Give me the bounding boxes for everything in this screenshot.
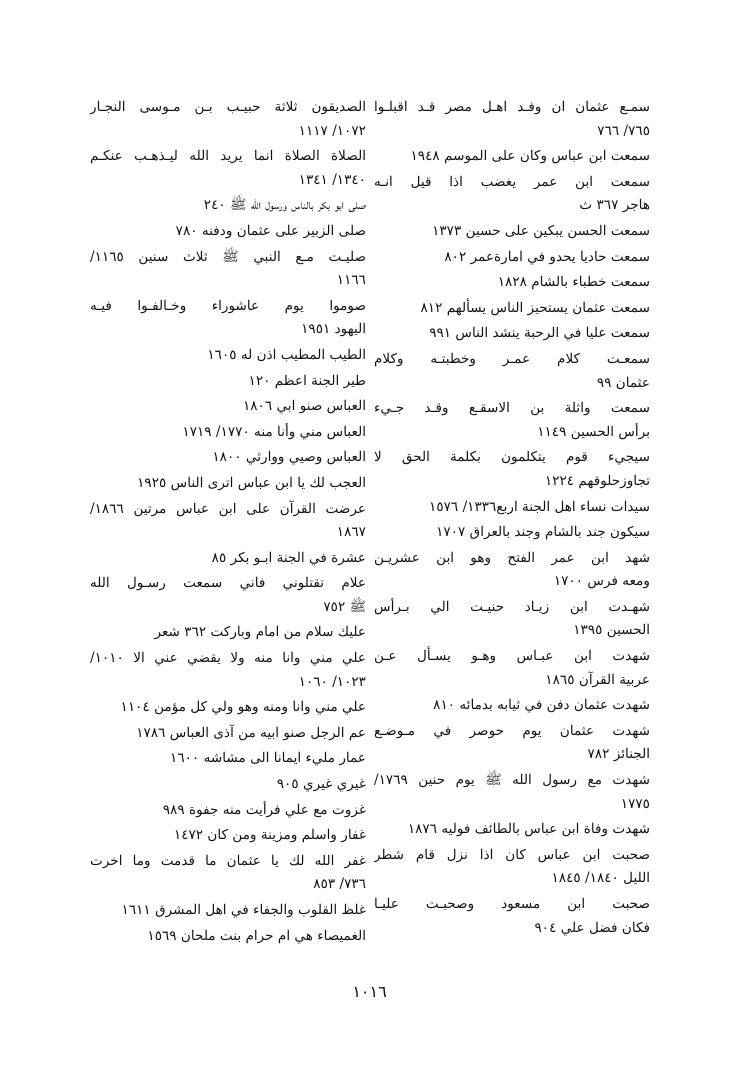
entry-line: شهدت وفاة ابن عباس بالطائف فوليه ١٨٧٦: [407, 821, 650, 838]
entry-line: غيري غيري ٩٠٥: [276, 776, 366, 793]
index-entry: [90, 925, 366, 949]
entry-line: غزوت مع علي فرأيت منه جفوة ٩٨٩: [162, 801, 366, 818]
entry-line: الحسين ١٣٩٥: [573, 622, 650, 639]
index-entry: [90, 747, 366, 771]
entry-line: الليل ١٨٤٠/ ١٨٤٥: [551, 870, 650, 887]
entry-line: سمـع عثمان ان وفـد اهـل مصر قـد اقبلـوا: [374, 99, 650, 115]
entry-line: العباس مني وأنا منه ١٧٧٠/ ١٧١٩: [182, 423, 366, 440]
page-number: ١٠١٦: [352, 982, 387, 1001]
entry-line: سمعـت كلام عمـر وخطبتـه وكلام: [374, 350, 650, 367]
left-column: [90, 96, 366, 950]
entry-line: ١٧٧٥: [620, 795, 650, 812]
index-entry: [90, 194, 366, 218]
index-entry: [374, 547, 650, 594]
entry-line: سمعت الحسن يبكين على حسين ١٣٧٣: [432, 222, 650, 239]
index-entry: [90, 344, 366, 368]
index-entry: [90, 295, 366, 342]
index-page: [90, 96, 650, 976]
index-entry: [374, 521, 650, 545]
entry-line: اليهود ١٩٥١: [301, 321, 366, 338]
index-entry: [374, 322, 650, 346]
entry-line: ٧٦٥/ ٧٦٦: [597, 122, 650, 139]
index-entry: [374, 271, 650, 295]
entry-line: العباس وصيي ووارثي ١٨٠٠: [212, 449, 366, 466]
entry-line: علام تقتلوني فاني سمعت رسـول الله: [90, 575, 366, 592]
index-entry: [90, 370, 366, 394]
index-entry: [374, 596, 650, 643]
entry-line: العباس صنو ابي ١٨٠٦: [242, 398, 366, 415]
index-entry: [374, 893, 650, 940]
entry-line: شهدت ابن عبـاس وهـو يسـأل عـن: [374, 648, 650, 665]
entry-line: عمار مليء ايمانا الى مشاشه ١٦٠٠: [170, 750, 366, 767]
index-entry: [374, 96, 650, 143]
index-entry: [374, 246, 650, 270]
entry-line: تجاوزحلوقهم ١٢٢٤: [544, 472, 650, 489]
entry-line: غفر الله لك يا عثمان ما قدمت وما اخرت: [90, 852, 366, 869]
entry-line: صلى الزبير على عثمان ودفنه ٧٨٠: [175, 222, 366, 239]
entry-line: سمعت حاديا يحدو في امارةعمر ٨٠٢: [444, 248, 650, 265]
entry-line: صلى ابو بكر بالناس ورسول الله ﷺ ٢٤٠: [203, 197, 366, 214]
entry-line: ١٠٧٢/ ١١١٧: [298, 122, 366, 139]
index-entry: [90, 421, 366, 445]
entry-line: عليك سلام من امام وباركت ٣٦٢ شعر: [154, 624, 366, 641]
index-entry: [374, 496, 650, 520]
entry-line: سمعت ابن عباس وكان على الموسم ١٩٤٨: [410, 148, 650, 165]
index-entry: [90, 472, 366, 496]
index-entry: [374, 818, 650, 842]
entry-line: برأس الحسين ١١٤٩: [537, 423, 650, 440]
index-entry: [90, 446, 366, 470]
index-entry: [374, 720, 650, 767]
entry-line: سيدات نساء اهل الجنة اربع١٣٣٦/ ١٥٧٦: [429, 498, 650, 515]
entry-line: شهدت عثمان دفن في ثيابه بدمائه ٨١٠: [433, 697, 650, 714]
entry-line: عرضت القرآن على ابن عباس مرتين ١٨٦٦/: [90, 500, 366, 517]
index-entry: [90, 799, 366, 823]
entry-line: سيكون جند بالشام وجند بالعراق ١٧٠٧: [436, 524, 650, 541]
index-entry: [374, 348, 650, 395]
entry-line: الغميصاء هي ام حرام بنت ملحان ١٥٦٩: [147, 927, 366, 944]
index-entry: [374, 297, 650, 321]
index-entry: [374, 645, 650, 692]
entry-line: ١٠٢٣/ ١٠٦٠: [298, 673, 366, 690]
entry-line: عثمان ٩٩: [596, 374, 650, 391]
entry-line: علي مني وانا منه ولا يقضي عني الا ١٠١٠/: [90, 650, 366, 667]
entry-line: سمعت ابن عمر يغضب اذا قيل انـه: [374, 173, 650, 190]
entry-line: فكان فضل علي ٩٠٤: [534, 919, 650, 936]
entry-line: العجب لك يا ابن عباس اترى الناس ١٩٢٥: [137, 474, 366, 491]
entry-line: شهـدت ابن زيـاد حنيـت الي بـرأس: [374, 598, 650, 615]
index-entry: [90, 220, 366, 244]
entry-line: الصديقون ثلاثة حبيـب بـن مـوسى النجـار: [90, 99, 366, 115]
entry-line: ٧٣٦/ ٨٥٣: [313, 876, 366, 893]
entry-line: سمعت واثلة بن الاسقـع وقـد جـيء: [374, 400, 650, 417]
entry-line: صليـت مـع النبي ﷺ ثلاث سنين ١١٦٥/: [90, 248, 366, 265]
index-entry: [90, 722, 366, 746]
entry-line: هاجر ٣٦٧ ث: [579, 197, 650, 214]
index-entry: [90, 696, 366, 720]
entry-line: الجنائز ٧٨٢: [587, 746, 650, 763]
entry-line: صوموا يوم عاشوراء وخـالفـوا فيـه: [90, 297, 366, 314]
index-entry: [90, 621, 366, 645]
index-entry: [90, 246, 366, 293]
index-entry: [90, 395, 366, 419]
index-entry: [374, 844, 650, 891]
index-entry: [90, 145, 366, 192]
entry-line: غفار واسلم ومزينة ومن كان ١٤٧٢: [173, 827, 366, 844]
entry-line: شهد ابن عمر الفتح وهو ابن عشريـن: [374, 549, 650, 566]
right-column: [374, 96, 650, 942]
index-entry: [90, 547, 366, 571]
entry-line: شهدت عثمان يوم حوصر في مـوضـع: [374, 722, 650, 739]
entry-line: ١٣٤٠/ ١٣٤١: [298, 171, 366, 188]
entry-line: سمعت عليا في الرحبة ينشد الناس ٩٩١: [429, 325, 650, 342]
entry-line: طير الجنة اعظم ١٢٠: [248, 372, 366, 389]
entry-line: سيجيء قوم يتكلمون بكلمة الحق لا: [374, 449, 650, 466]
entry-line: عم الرجل صنو ابيه من آذى العباس ١٧٨٦: [136, 724, 366, 741]
index-entry: [374, 220, 650, 244]
index-entry: [90, 647, 366, 694]
entry-line: ﷺ ٧٥٢: [323, 598, 366, 615]
entry-line: صحبت ابن مسعود وصحبـت عليـا: [374, 896, 650, 912]
index-entry: [90, 498, 366, 545]
index-entry: [374, 145, 650, 169]
index-entry: [90, 850, 366, 897]
entry-line: شهدت مع رسول الله ﷺ يوم حنين ١٧٦٩/: [374, 772, 650, 789]
entry-line: عربية القرآن ١٨٦٥: [545, 671, 650, 688]
entry-line: عشرة في الجنة ابـو بكر ٨٥: [211, 549, 366, 566]
index-entry: [374, 769, 650, 816]
index-entry: [90, 824, 366, 848]
entry-line: علي مني وانا ومنه وهو ولي كل مؤمن ١١٠٤: [120, 699, 366, 716]
index-entry: [374, 446, 650, 493]
index-entry: [90, 773, 366, 797]
entry-line: سمعت عثمان يستحيز الناس يسألهم ٨١٢: [420, 299, 650, 316]
entry-line: ١١٦٦: [336, 272, 366, 289]
entry-line: سمعت خطباء بالشام ١٨٢٨: [497, 274, 650, 291]
index-entry: [374, 171, 650, 218]
entry-line: الطيب المطيب اذن له ١٦٠٥: [207, 346, 366, 363]
entry-line: غلظ القلوب والجفاء في اهل المشرق ١٦١١: [121, 902, 366, 918]
entry-line: ١٨٦٧: [336, 524, 366, 541]
entry-line: صحبت ابن عباس كان اذا نزل قام شطر: [374, 846, 650, 863]
index-entry: [90, 572, 366, 619]
entry-line: الصلاة الصلاة انما يريد الله ليـذهـب عنكـم: [90, 148, 366, 165]
index-entry: [374, 397, 650, 444]
index-entry: [90, 899, 366, 923]
index-entry: [90, 96, 366, 143]
index-entry: [374, 694, 650, 718]
entry-line: ومعه فرس ١٧٠٠: [553, 573, 650, 590]
